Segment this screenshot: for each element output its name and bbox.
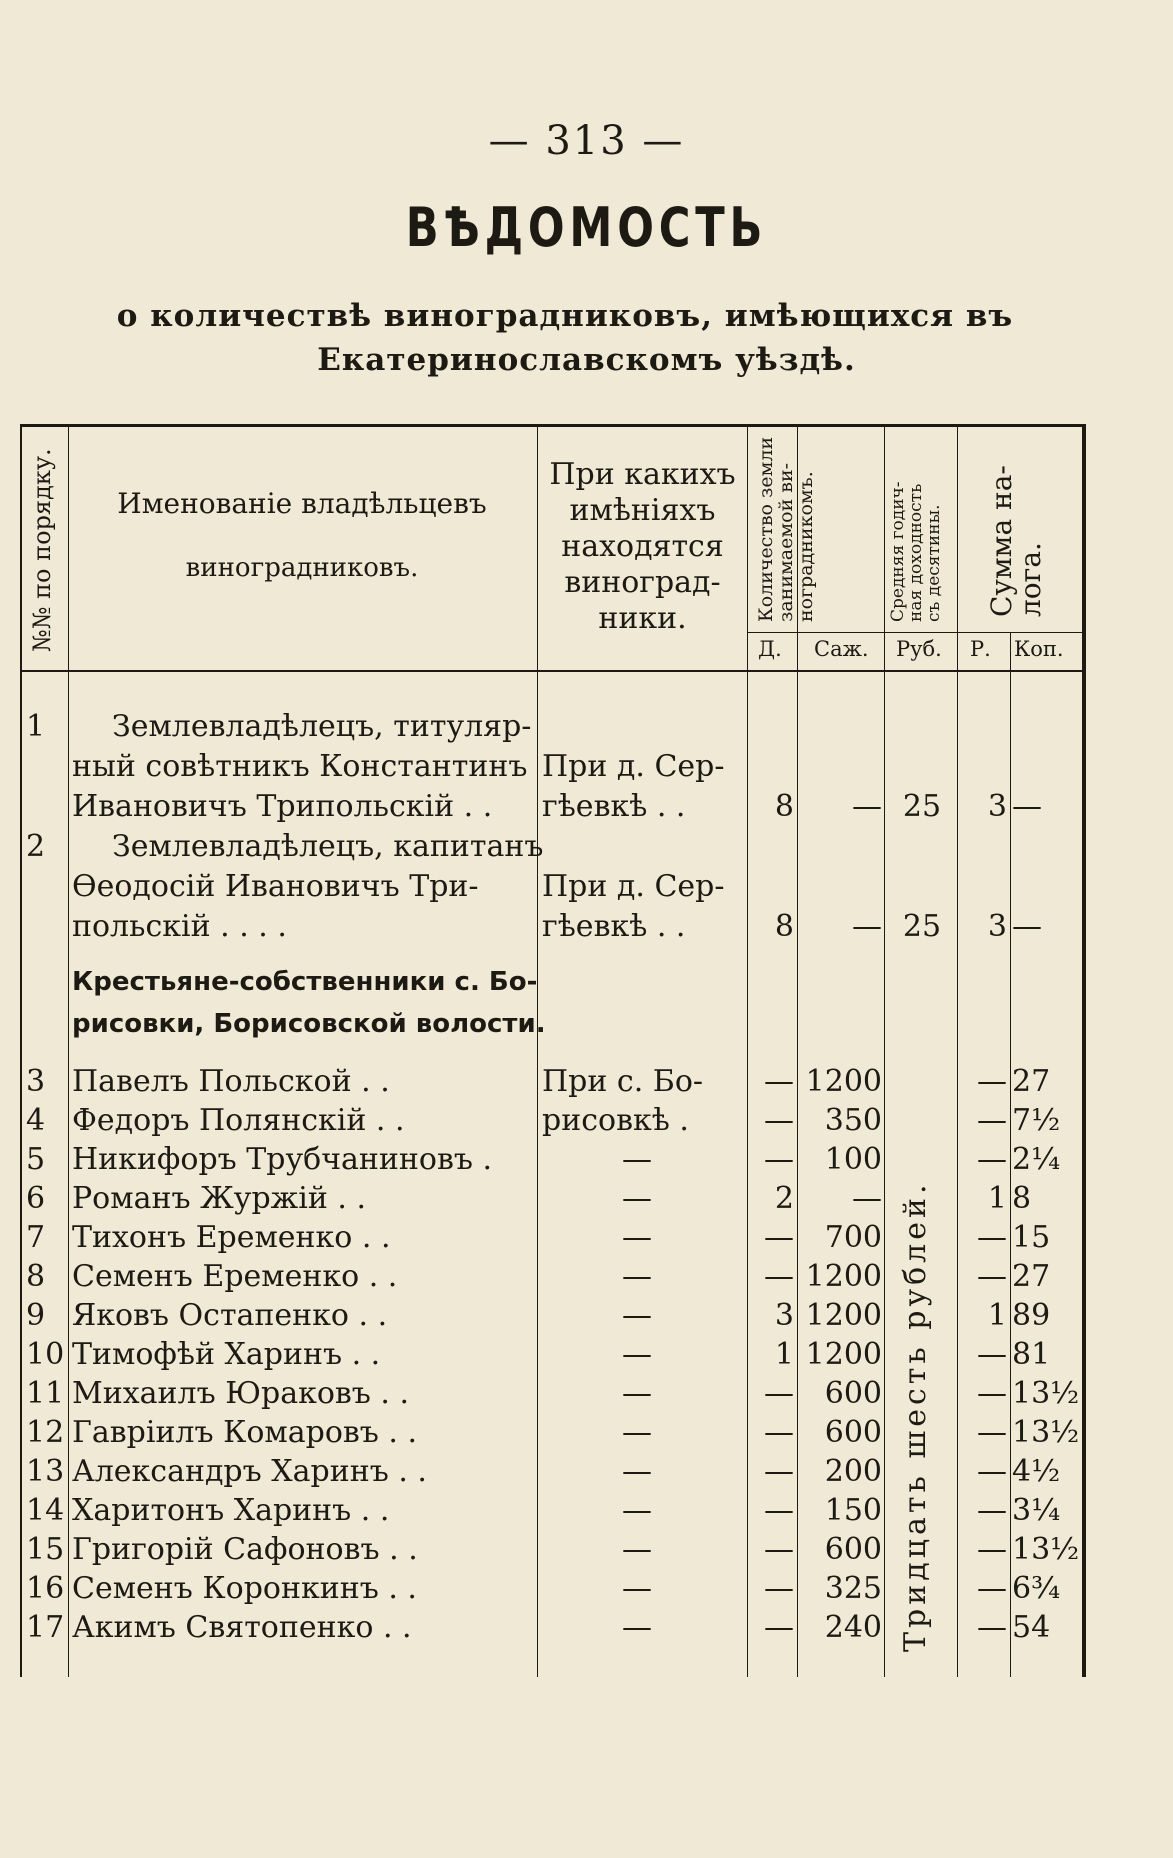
tax-rubles: 1	[987, 1181, 1007, 1216]
tax-kopecks: 81	[1012, 1337, 1051, 1372]
header-place-line-4: виноград-	[564, 565, 721, 600]
area-desyatinas: —	[764, 1376, 794, 1411]
row-number: 8	[26, 1259, 46, 1294]
row-number: 10	[26, 1337, 65, 1372]
owner-name: Тихонъ Еременко . .	[72, 1220, 391, 1255]
area-desyatinas: —	[764, 1259, 794, 1294]
area-sazhens: 240	[824, 1610, 882, 1645]
estate-location: —	[622, 1142, 652, 1177]
area-desyatinas: 8	[774, 789, 794, 824]
row-number: 15	[26, 1532, 65, 1567]
header-tax-line-2: лога.	[1014, 542, 1048, 617]
area-sazhens: 350	[824, 1103, 882, 1138]
area-sazhens: 600	[824, 1532, 882, 1567]
unit-sazhen: Саж.	[814, 637, 869, 661]
tax-rubles: 3	[987, 789, 1007, 824]
tax-rubles: —	[977, 1064, 1007, 1099]
estate-location: —	[622, 1610, 652, 1645]
area-desyatinas: —	[764, 1610, 794, 1645]
header-owner	[72, 487, 532, 585]
row-number: 4	[26, 1103, 46, 1138]
header-place-line-2: имѣніяхъ	[569, 493, 716, 528]
estate-location: —	[622, 1298, 652, 1333]
header-place-line-3: находятся	[561, 529, 724, 564]
tax-kopecks: 4½	[1012, 1454, 1061, 1489]
tax-rubles: —	[977, 1376, 1007, 1411]
area-desyatinas: —	[764, 1103, 794, 1138]
tax-rubles: —	[977, 1103, 1007, 1138]
area-desyatinas: —	[764, 1064, 794, 1099]
estate-location: При д. Сер-	[542, 869, 725, 904]
unit-rubles: Руб.	[896, 637, 942, 661]
owner-name: Яковъ Остапенко . .	[72, 1298, 388, 1333]
area-sazhens: —	[852, 1181, 882, 1216]
owner-name: Никифоръ Трубчаниновъ .	[72, 1142, 493, 1177]
page-title: ВѢДОМОСТЬ	[405, 196, 768, 259]
header-owner-line-1: Именованіе владѣльцевъ	[117, 487, 487, 520]
unit-desyatina: Д.	[758, 637, 782, 661]
area-desyatinas: —	[764, 1571, 794, 1606]
tax-kopecks: 13½	[1012, 1532, 1080, 1567]
area-sazhens: —	[852, 909, 882, 944]
area-sazhens: 325	[824, 1571, 882, 1606]
owner-name: ный совѣтникъ Константинъ	[72, 749, 528, 784]
row-number: 5	[26, 1142, 46, 1177]
table-row	[22, 707, 1082, 827]
row-number: 9	[26, 1298, 46, 1333]
area-desyatinas: 8	[774, 909, 794, 944]
area-desyatinas: 1	[774, 1337, 794, 1372]
tax-kopecks: 8	[1012, 1181, 1032, 1216]
tax-rubles: —	[977, 1454, 1007, 1489]
tax-kopecks: —	[1012, 789, 1042, 824]
estate-location: —	[622, 1454, 652, 1489]
owner-name: польскій . . . .	[72, 909, 287, 944]
area-sazhens: 150	[824, 1493, 882, 1528]
tax-kopecks: 7½	[1012, 1103, 1061, 1138]
area-desyatinas: —	[764, 1493, 794, 1528]
group-heading	[22, 962, 1082, 1052]
tax-kopecks: 6¾	[1012, 1571, 1061, 1606]
estate-location: —	[622, 1259, 652, 1294]
tax-kopecks: 15	[1012, 1220, 1051, 1255]
owner-name: Михаилъ Юраковъ . .	[72, 1376, 410, 1411]
owner-name: Романъ Журжій . .	[72, 1181, 366, 1216]
header-place-line-5: ники.	[598, 601, 687, 636]
tax-rubles: —	[977, 1415, 1007, 1450]
table-row	[22, 827, 1082, 947]
tax-rubles: —	[977, 1337, 1007, 1372]
area-desyatinas: —	[764, 1532, 794, 1567]
owner-name: Павелъ Польской . .	[72, 1064, 390, 1099]
tax-kopecks: 13½	[1012, 1376, 1080, 1411]
avg-income: 25	[902, 909, 942, 944]
tax-rubles: —	[977, 1259, 1007, 1294]
area-desyatinas: 2	[774, 1181, 794, 1216]
area-sazhens: 1200	[805, 1298, 882, 1333]
area-sazhens: 200	[824, 1454, 882, 1489]
estate-location: —	[622, 1532, 652, 1567]
header-income-line-2: ная доходность	[905, 483, 926, 622]
owner-name: Тимофѣй Харинъ . .	[72, 1337, 381, 1372]
area-sazhens: 600	[824, 1376, 882, 1411]
tax-rubles: —	[977, 1532, 1007, 1567]
income-rotated-text: Тридцать шесть рублей.	[898, 1180, 933, 1652]
header-area-line-2: занимаемой ви-	[774, 462, 797, 622]
tax-kopecks: 27	[1012, 1259, 1051, 1294]
row-number: 1	[26, 709, 46, 744]
area-sazhens: 600	[824, 1415, 882, 1450]
unit-divider	[747, 632, 1082, 633]
row-number: 14	[26, 1493, 65, 1528]
vineyard-table	[20, 424, 1086, 1677]
page-number: — 313 —	[488, 118, 685, 164]
row-number: 16	[26, 1571, 65, 1606]
table-row	[22, 1062, 1082, 1102]
avg-income: 25	[902, 789, 942, 824]
estate-location: При с. Бо-	[542, 1064, 704, 1099]
tax-rubles: —	[977, 1220, 1007, 1255]
estate-location: При д. Сер-	[542, 749, 725, 784]
tax-rubles: —	[977, 1571, 1007, 1606]
row-number: 17	[26, 1610, 65, 1645]
header-place-line-1: При какихъ	[549, 457, 736, 492]
owner-name: Александръ Харинъ . .	[72, 1454, 427, 1489]
owner-name: Федоръ Полянскій . .	[72, 1103, 405, 1138]
owner-name: Семенъ Коронкинъ . .	[72, 1571, 417, 1606]
row-number: 6	[26, 1181, 46, 1216]
row-number: 13	[26, 1454, 65, 1489]
owner-name: Харитонъ Харинъ . .	[72, 1493, 390, 1528]
header-owner-line-2: виноградниковъ.	[185, 553, 419, 583]
tax-rubles: —	[977, 1610, 1007, 1645]
area-sazhens: 1200	[805, 1064, 882, 1099]
unit-ruble-tax: Р.	[970, 637, 991, 661]
row-number: 11	[26, 1376, 65, 1411]
header-area-line-3: ноградникомъ.	[794, 471, 817, 622]
table-row	[22, 1101, 1082, 1141]
owner-name: Землевладѣлецъ, титуляр-	[112, 709, 532, 744]
estate-location: гѣевкѣ . .	[542, 789, 686, 824]
area-desyatinas: —	[764, 1220, 794, 1255]
subtitle-line-1: о количествѣ виноградниковъ, имѣющихся въ	[116, 298, 1014, 334]
unit-kopecks: Коп.	[1014, 637, 1064, 661]
owner-name: Акимъ Святопенко . .	[72, 1610, 412, 1645]
estate-location: гѣевкѣ . .	[542, 909, 686, 944]
area-sazhens: 100	[824, 1142, 882, 1177]
area-desyatinas: —	[764, 1454, 794, 1489]
area-sazhens: —	[852, 789, 882, 824]
header-number: №№ по порядку.	[28, 448, 56, 652]
subtitle-line-2: Екатеринославскомъ уѣздѣ.	[317, 342, 856, 378]
owner-name: Ѳеодосій Ивановичъ Три-	[72, 869, 479, 904]
header-income-line-3: съ десятины.	[923, 504, 944, 622]
row-number: 12	[26, 1415, 65, 1450]
row-number: 7	[26, 1220, 46, 1255]
owner-name: Землевладѣлецъ, капитанъ	[112, 829, 544, 864]
owner-name: Григорій Сафоновъ . .	[72, 1532, 418, 1567]
area-sazhens: 700	[824, 1220, 882, 1255]
tax-rubles: 1	[987, 1298, 1007, 1333]
header-divider	[22, 670, 1082, 672]
estate-location: —	[622, 1571, 652, 1606]
area-desyatinas: —	[764, 1415, 794, 1450]
header-income	[890, 481, 944, 622]
tax-kopecks: 27	[1012, 1064, 1051, 1099]
area-desyatinas: —	[764, 1142, 794, 1177]
estate-location: —	[622, 1337, 652, 1372]
tax-kopecks: 13½	[1012, 1415, 1080, 1450]
estate-location: рисовкѣ .	[542, 1103, 689, 1138]
estate-location: —	[622, 1493, 652, 1528]
tax-kopecks: 54	[1012, 1610, 1051, 1645]
header-income-line-1: Средняя годич-	[888, 481, 908, 622]
header-area	[757, 437, 817, 622]
row-number: 3	[26, 1064, 46, 1099]
owner-name: Семенъ Еременко . .	[72, 1259, 398, 1294]
header-area-line-1: Количество земли	[755, 436, 777, 622]
area-sazhens: 1200	[805, 1337, 882, 1372]
estate-location: —	[622, 1376, 652, 1411]
owner-name: Ивановичъ Трипольскій . .	[72, 789, 493, 824]
area-sazhens: 1200	[805, 1259, 882, 1294]
header-tax	[987, 465, 1046, 617]
tax-kopecks: 89	[1012, 1298, 1051, 1333]
header-tax-line-1: Сумма на-	[985, 465, 1018, 617]
estate-location: —	[622, 1220, 652, 1255]
tax-kopecks: 2¼	[1012, 1142, 1061, 1177]
tax-kopecks: —	[1012, 909, 1042, 944]
tax-rubles: —	[977, 1493, 1007, 1528]
group-heading-line-1: Крестьяне-собственники с. Бо-	[72, 967, 538, 997]
estate-location: —	[622, 1415, 652, 1450]
estate-location: —	[622, 1181, 652, 1216]
table-row	[22, 1140, 1082, 1180]
group-heading-line-2: рисовки, Борисовской волости.	[72, 1009, 546, 1039]
tax-kopecks: 3¼	[1012, 1493, 1061, 1528]
row-number: 2	[26, 829, 46, 864]
tax-rubles: —	[977, 1142, 1007, 1177]
header-place	[540, 457, 745, 637]
area-desyatinas: 3	[774, 1298, 794, 1333]
owner-name: Гавріилъ Комаровъ . .	[72, 1415, 417, 1450]
tax-rubles: 3	[987, 909, 1007, 944]
